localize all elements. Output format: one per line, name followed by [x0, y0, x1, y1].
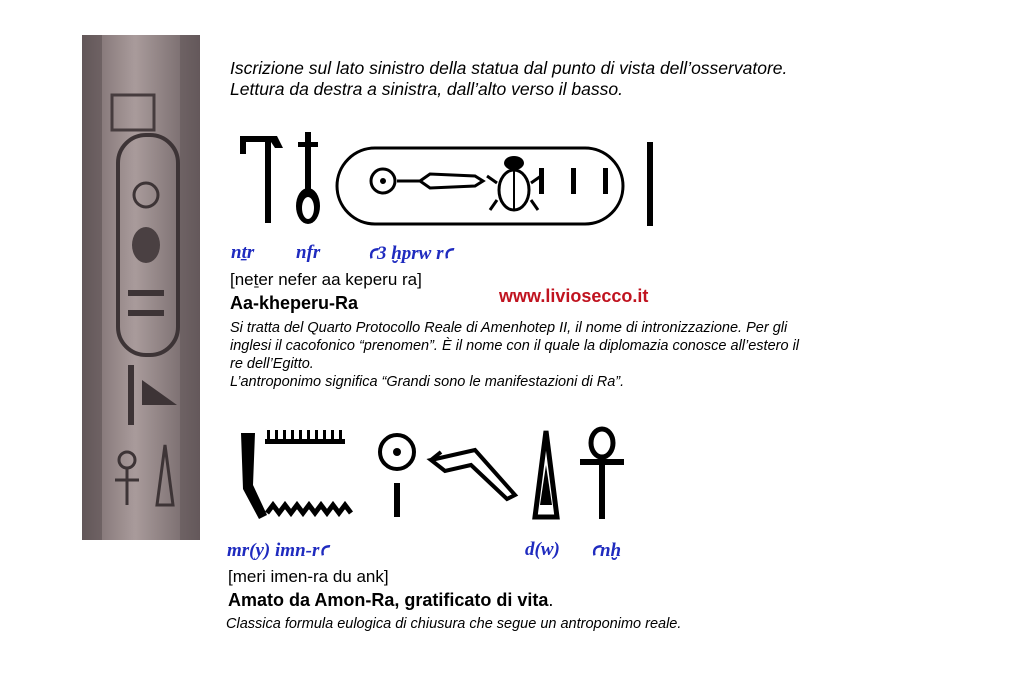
ankh-glyph [580, 429, 624, 519]
hoe-mr-glyph [241, 433, 267, 519]
reading-1: [neṯer nefer aa keperu ra] [230, 270, 422, 289]
title-2: Amato da Amon-Ra, gratificato di vita [228, 590, 549, 610]
hoe-glyph [397, 174, 483, 188]
translit-dw: d(w) [525, 539, 560, 560]
statue-photo [82, 35, 200, 540]
scarab-glyph [487, 156, 541, 210]
intro-text [230, 58, 787, 100]
hieroglyphs-row-1 [235, 128, 655, 228]
translit-ntr: nṯr [231, 242, 255, 263]
building-glyph [265, 430, 345, 444]
reading-2: [meri imen-ra du ank] [228, 567, 389, 586]
hieroglyphs-row-2 [235, 425, 635, 525]
cone-glyph [535, 431, 557, 517]
title-1: Aa-kheperu-Ra [230, 293, 359, 313]
note-2: Classica formula eulogica di chiusura che segue un antroponimo reale. [226, 616, 682, 632]
translit-mry-imn-ra: mr(y) imn-rꜥ [227, 540, 329, 561]
note-1-line-4: L’antroponimo significa “Grandi sono le manifestazioni di Ra”. [230, 374, 625, 390]
intro-line-2: Lettura da destra a sinistra, dall’alto verso il basso. [230, 79, 623, 99]
translit-nfr: nfr [296, 242, 321, 263]
note-1-line-2: inglesi il cacofonico “prenomen”. È il nome con il quale la diplomazia conosce all’estero il [230, 338, 800, 354]
water-glyph [267, 505, 351, 513]
plural-strokes-glyph [539, 168, 608, 194]
sun-glyph [380, 435, 414, 517]
note-1-line-1: Si tratta del Quarto Protocollo Reale di Amenhotep II, il nome di intronizzazione. Per gli [230, 320, 788, 336]
translit-aa-kheperu-ra: ꜥ3 ḫprw rꜥ [368, 243, 453, 264]
netjer-flag-glyph [240, 136, 283, 223]
title-2-wrapper [228, 590, 553, 611]
nefer-glyph [296, 132, 320, 224]
statue-relief-icon [82, 35, 200, 540]
website-link[interactable]: www.liviosecco.it [499, 286, 649, 306]
note-1-line-3: re dell’Egitto. [230, 356, 314, 372]
sun-disc-glyph [371, 169, 395, 193]
translit-ankh: ꜥnḫ [591, 540, 622, 561]
adze-glyph [431, 450, 515, 499]
note-1 [230, 319, 960, 391]
title-2-suffix: . [548, 590, 554, 610]
intro-line-1: Iscrizione sul lato sinistro della statua dal punto di vista dell’osservatore. [230, 58, 788, 78]
